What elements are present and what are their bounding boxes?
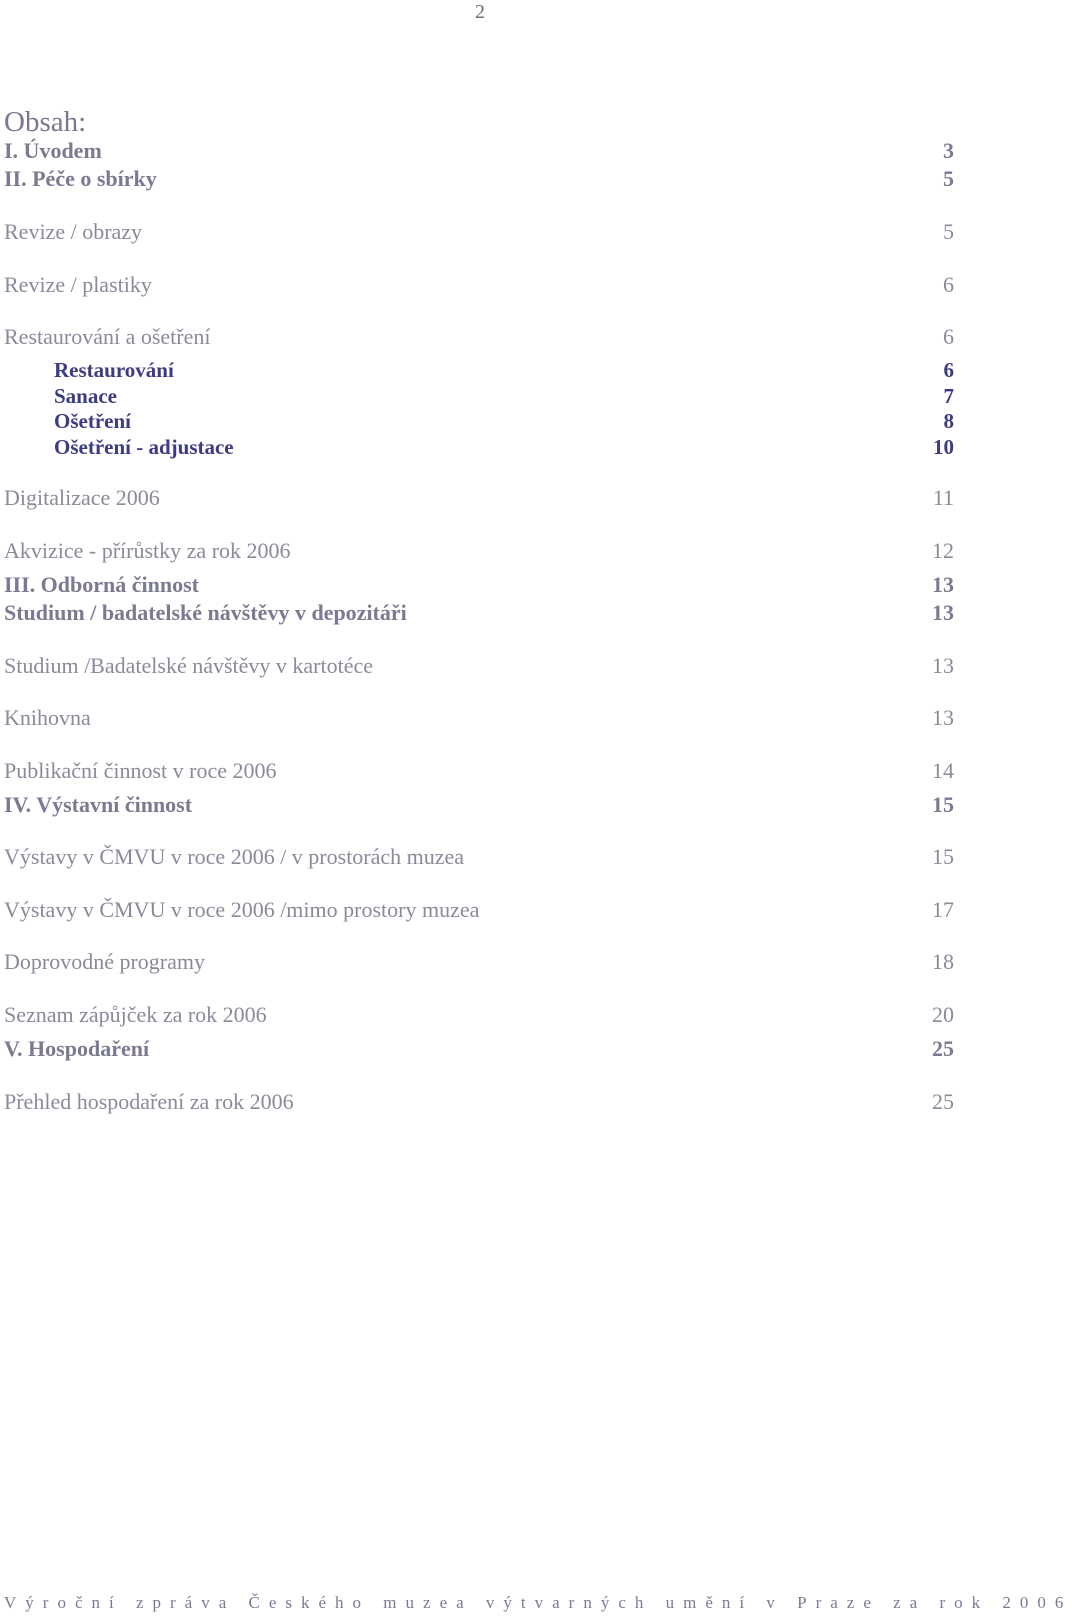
toc-entry-title: Studium / badatelské návštěvy v depozitáři bbox=[4, 600, 407, 625]
toc-entry-title: Restaurování a ošetření bbox=[4, 324, 211, 349]
toc-entry-title: Revize / plastiky bbox=[4, 272, 152, 297]
toc-entry-title: Ošetření - adjustace bbox=[54, 435, 234, 459]
page-number: 2 bbox=[475, 1, 485, 23]
toc-entry[interactable] bbox=[0, 791, 954, 819]
toc-entry-title: Studium /Badatelské návštěvy v kartotéce bbox=[4, 653, 374, 678]
toc-entry-title: V. Hospodaření bbox=[4, 1036, 150, 1061]
toc-entry[interactable] bbox=[0, 843, 954, 871]
toc-entry[interactable] bbox=[0, 537, 954, 565]
toc-entry-title: Restaurování bbox=[54, 358, 174, 382]
toc-entry-title: IV. Výstavní činnost bbox=[4, 792, 193, 817]
toc-entry[interactable] bbox=[0, 948, 954, 976]
toc-entry[interactable] bbox=[0, 1035, 954, 1063]
toc-entry-page: 25 bbox=[932, 1036, 954, 1061]
toc-entry[interactable] bbox=[0, 484, 954, 512]
toc-entry[interactable] bbox=[0, 652, 954, 680]
toc-entry-page: 6 bbox=[943, 272, 954, 297]
toc-entry[interactable] bbox=[0, 757, 954, 785]
toc-entry-page: 6 bbox=[943, 358, 954, 382]
toc-entry-page: 15 bbox=[932, 844, 954, 869]
toc-entry-title: Publikační činnost v roce 2006 bbox=[4, 758, 277, 783]
toc-entry-title: III. Odborná činnost bbox=[4, 572, 200, 597]
toc-entry-page: 13 bbox=[932, 600, 954, 625]
toc-entry-title: Výstavy v ČMVU v roce 2006 / v prostorách muzea bbox=[4, 844, 465, 869]
toc-entry-title: Revize / obrazy bbox=[4, 219, 143, 244]
toc-entry-page: 10 bbox=[933, 435, 954, 459]
toc-entry-title: II. Péče o sbírky bbox=[4, 166, 157, 191]
toc-entry-title: Akvizice - přírůstky za rok 2006 bbox=[4, 538, 291, 563]
toc-entry[interactable] bbox=[0, 165, 954, 193]
toc-entry[interactable] bbox=[0, 271, 954, 299]
toc-entry-page: 11 bbox=[932, 485, 954, 510]
toc-entry[interactable] bbox=[0, 1088, 954, 1116]
toc-entry-page: 8 bbox=[943, 409, 954, 433]
toc-entry[interactable] bbox=[0, 218, 954, 246]
toc-entry[interactable] bbox=[0, 137, 954, 165]
toc-entry-page: 13 bbox=[932, 705, 954, 730]
toc-entry-title: Sanace bbox=[54, 384, 117, 408]
toc-entry-page: 12 bbox=[932, 538, 954, 563]
toc-entry-page: 7 bbox=[943, 384, 954, 408]
toc-entry[interactable] bbox=[0, 571, 954, 599]
toc-entry[interactable] bbox=[0, 599, 954, 627]
toc-entry[interactable] bbox=[0, 323, 954, 351]
toc-heading: Obsah: bbox=[4, 106, 87, 138]
toc-entry[interactable] bbox=[0, 407, 954, 435]
toc-entry-page: 25 bbox=[932, 1089, 954, 1114]
running-footer: Výroční zpráva Českého muzea výtvarných umění v Praze za rok 2006 bbox=[4, 1593, 1072, 1612]
toc-entry-page: 6 bbox=[943, 324, 954, 349]
toc-entry-page: 5 bbox=[943, 166, 954, 191]
toc-entry[interactable] bbox=[0, 1001, 954, 1029]
toc-entry-title: Výstavy v ČMVU v roce 2006 /mimo prostory muzea bbox=[4, 897, 480, 922]
toc-entry[interactable] bbox=[0, 896, 954, 924]
toc-entry-page: 17 bbox=[932, 897, 954, 922]
toc-entry-page: 13 bbox=[932, 653, 954, 678]
toc-entry-title: Seznam zápůjček za rok 2006 bbox=[4, 1002, 267, 1027]
toc-entry-page: 15 bbox=[932, 792, 954, 817]
toc-entry[interactable] bbox=[0, 382, 954, 410]
toc-entry-page: 20 bbox=[932, 1002, 954, 1027]
toc-entry-title: I. Úvodem bbox=[4, 138, 102, 163]
toc-entry-title: Doprovodné programy bbox=[4, 949, 206, 974]
toc-entry-page: 14 bbox=[932, 758, 954, 783]
toc-entry-page: 13 bbox=[932, 572, 954, 597]
toc-entry[interactable] bbox=[0, 433, 954, 461]
toc-entry[interactable] bbox=[0, 704, 954, 732]
toc-entry-title: Knihovna bbox=[4, 705, 91, 730]
toc-entry-title: Ošetření bbox=[54, 409, 131, 433]
toc-entry-page: 3 bbox=[943, 138, 954, 163]
toc-entry-title: Přehled hospodaření za rok 2006 bbox=[4, 1089, 294, 1114]
toc-entry-page: 18 bbox=[932, 949, 954, 974]
toc-entry-page: 5 bbox=[943, 219, 954, 244]
toc-entry-title: Digitalizace 2006 bbox=[4, 485, 160, 510]
toc-entry[interactable] bbox=[0, 356, 954, 384]
